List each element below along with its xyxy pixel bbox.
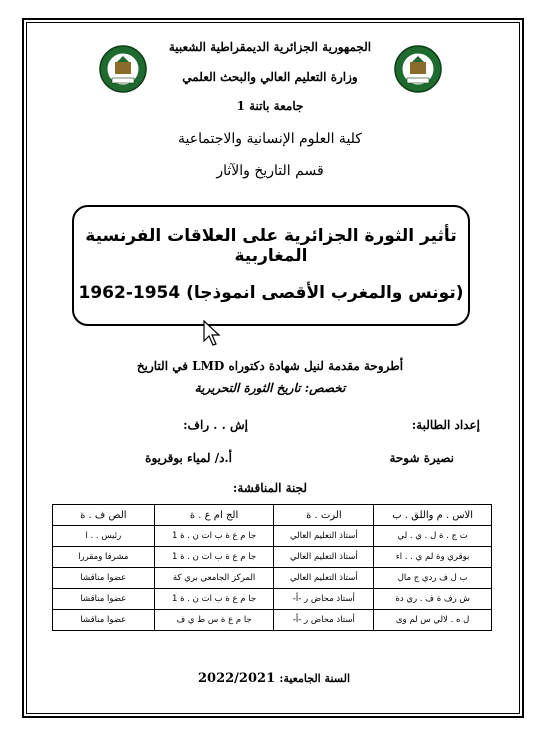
table-row <box>53 526 492 547</box>
member-role: عضوا مناقشا <box>53 610 155 631</box>
thesis-title-line-1: تأثير الثورة الجزائرية على العلاقات الفرنسية المغاربية <box>85 226 457 266</box>
academic-year-label: السنة الجامعية: <box>279 672 350 685</box>
thesis-purpose: أطروحة مقدمة لنيل شهادة دكتوراه LMD في التاريخ <box>136 359 404 373</box>
header-rank: الرت . ة <box>274 505 374 526</box>
supervisor-label: إش . . راف: <box>183 418 248 432</box>
member-name: بوقري وة لم ي . . اء <box>374 547 492 568</box>
member-role: رئيس . . ا <box>53 526 155 547</box>
member-name: ب ل ف ردي ج مال <box>374 568 492 589</box>
department-name: قسم التاريخ والآثار <box>216 163 324 179</box>
table-header-row <box>53 505 492 526</box>
student-name: نصيرة شوحة <box>389 451 454 465</box>
member-university: جا م ع ة ب ات ن . ة 1 <box>154 547 274 568</box>
thesis-specialty: تخصص: تاريخ الثورة التحريرية <box>194 381 346 395</box>
committee-table <box>52 504 492 631</box>
table-row <box>53 610 492 631</box>
table-row <box>53 547 492 568</box>
member-university: جا م ع ة س ط ي ف <box>154 610 274 631</box>
member-role: عضوا مناقشا <box>53 568 155 589</box>
member-rank: أستاذ التعليم العالي <box>274 568 374 589</box>
member-university: جا م ع ة ب ات ن . ة 1 <box>154 526 274 547</box>
ministry-name: وزارة التعليم العالي والبحث العلمي <box>182 70 358 84</box>
member-university: المركز الجامعي بري كة <box>154 568 274 589</box>
supervisor-name: أ.د/ لمياء بوقريوة <box>145 451 232 465</box>
member-name: ت ج . ة ل . ي . لي <box>374 526 492 547</box>
header-role: الص ف . ة <box>53 505 155 526</box>
republic-name: الجمهورية الجزائرية الديمقراطية الشعبية <box>168 40 372 54</box>
table-row <box>53 589 492 610</box>
header-name: الاس . م واللق . ب <box>374 505 492 526</box>
thesis-title-line-2: (تونس والمغرب الأقصى انموذجا) 1954-1962 <box>78 283 464 303</box>
university-name: جامعة باتنة 1 <box>236 99 304 113</box>
member-rank: أستاذ محاض ر -أ- <box>274 589 374 610</box>
member-role: مشرفا ومقررا <box>53 547 155 568</box>
member-name: ل ه . لالي س لم وى <box>374 610 492 631</box>
student-label: إعداد الطالبة: <box>411 418 480 432</box>
header-university: الج ام ع . ة <box>154 505 274 526</box>
member-name: ش رف ة ف . ري دة <box>374 589 492 610</box>
member-rank: أستاذ التعليم العالي <box>274 526 374 547</box>
member-university: جا م ع ة ب ات ن . ة 1 <box>154 589 274 610</box>
member-rank: أستاذ محاض ر -أ- <box>274 610 374 631</box>
academic-year-value: 2022/2021 <box>198 671 276 686</box>
mouse-pointer-icon <box>203 320 223 346</box>
committee-label: لجنة المناقشة: <box>232 481 308 495</box>
member-rank: أستاذ التعليم العالي <box>274 547 374 568</box>
table-row <box>53 568 492 589</box>
faculty-name: كلية العلوم الإنسانية والاجتماعية <box>178 131 362 147</box>
member-role: عضوا مناقشا <box>53 589 155 610</box>
